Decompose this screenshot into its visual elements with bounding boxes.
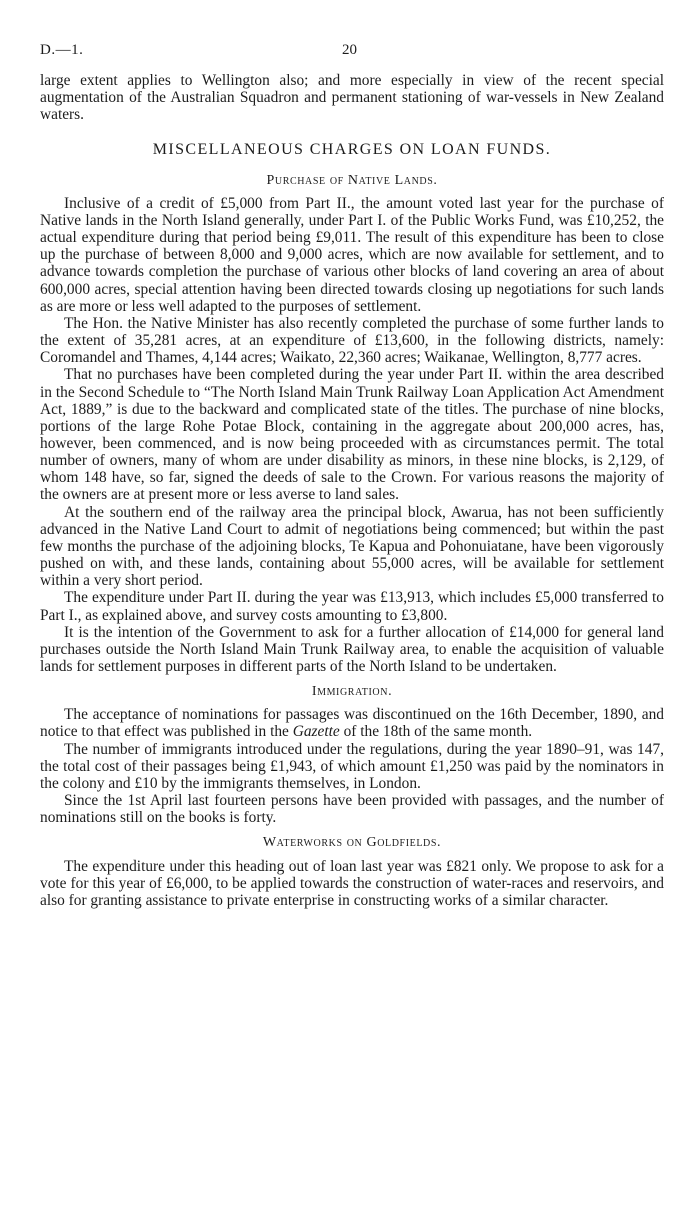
waterworks-paragraph: The expenditure under this heading out of loan last year was £821 only. We propose to ask for a vote for this year of £6,000, to be applied towards the construction of water-races and reservoirs, and also for granting assistance to private enterprise in constructing works of a similar character. xyxy=(40,857,664,909)
immigration-text: The acceptance of nominations for passages was discontinued on the 16th December, 1890, and notice to that effect was published in the xyxy=(40,706,664,741)
section-title: MISCELLANEOUS CHARGES ON LOAN FUNDS. xyxy=(152,141,552,159)
immigration-paragraph xyxy=(40,706,664,740)
immigration-text: of the 18th of the same month. xyxy=(339,723,533,741)
immigration-paragraph: Since the 1st April last fourteen persons have been provided with passages, and the number of nominations still on the books is forty. xyxy=(40,792,664,827)
native-lands-paragraph: Inclusive of a credit of £5,000 from Part II., the amount voted last year for the purchase of Native lands in the North Island generally, under Part I. of the Public Works Fund, was £10,252, the actual expenditure during that period being £9,011. The result of this expenditure has been to close up the purchase of between 8,000 and 9,000 acres, which are now available for settlement, and to advance towards completion the purchase of various other blocks of land covering an area of about 600,000 acres, special attention having been directed towards closing up negotiations for such lands as are more or less well adapted to the purposes of settlement. xyxy=(40,194,664,315)
native-lands-paragraph: The Hon. the Native Minister has also recently completed the purchase of some further lands to the extent of 35,281 acres, at an expenditure of £13,600, in the following districts, namely: Coromandel and Thames, 4,144 acres; Waikato, 22,360 acres; Waikanae, Wellington, 8,777 acres. xyxy=(40,314,664,367)
native-lands-heading: Purchase of Native Lands. xyxy=(266,172,438,188)
intro-paragraph: large extent applies to Wellington also; and more especially in view of the recent special augmentation of the Australian Squadron and permanent stationing of war-vessels in New Zealand waters. xyxy=(40,72,664,124)
document-code: D.—1. xyxy=(40,42,84,58)
waterworks-heading: Waterworks on Goldfields. xyxy=(262,835,442,851)
native-lands-paragraph: It is the intention of the Government to ask for a further allocation of £14,000 for general land purchases outside the North Island Main Trunk Railway area, to enable the acquisition of valuable lands for settlement purposes in different parts of the North Island to be undertaken. xyxy=(40,623,664,675)
native-lands-paragraph: The expenditure under Part II. during the year was £13,913, which includes £5,000 transferred to Part I., as explained above, and survey costs amounting to £3,800. xyxy=(40,589,664,624)
immigration-paragraph: The number of immigrants introduced under the regulations, during the year 1890–91, was 147, the total cost of their passages being £1,943, of which amount £1,250 was paid by the nominators in the colony and £10 by the immigrants themselves, in London. xyxy=(40,740,664,792)
page-header xyxy=(40,42,664,72)
immigration-heading: Immigration. xyxy=(311,684,393,700)
native-lands-paragraph: At the southern end of the railway area the principal block, Awarua, has not been sufficiently advanced in the Native Land Court to admit of negotiations being commenced; but within the past few months the purchase of the adjoining blocks, Te Kapua and Pohonuiatane, have been vigorously pushed on with, and these lands, containing about 55,000 acres, will be available for settlement within a very short period. xyxy=(40,503,664,590)
page-number: 20 xyxy=(342,42,357,58)
gazette-italic: Gazette xyxy=(292,723,340,741)
native-lands-paragraph: That no purchases have been completed during the year under Part II. within the area described in the Second Schedule to “The North Island Main Trunk Railway Loan Application Act Amendment Act, 1889,” is due to the backward and complicated state of the titles. The purchase of nine blocks, portions of the large Rohe Potae Block, containing in the aggregate about 200,000 acres, has, however, been commenced, and is now being proceeded with as circumstances permit. The total number of owners, many of whom are under disability as minors, in these nine blocks, is 2,129, of whom 148 have, so far, signed the deeds of sale to the Crown. For various reasons the majority of the owners are at present more or less averse to land sales. xyxy=(40,366,664,504)
